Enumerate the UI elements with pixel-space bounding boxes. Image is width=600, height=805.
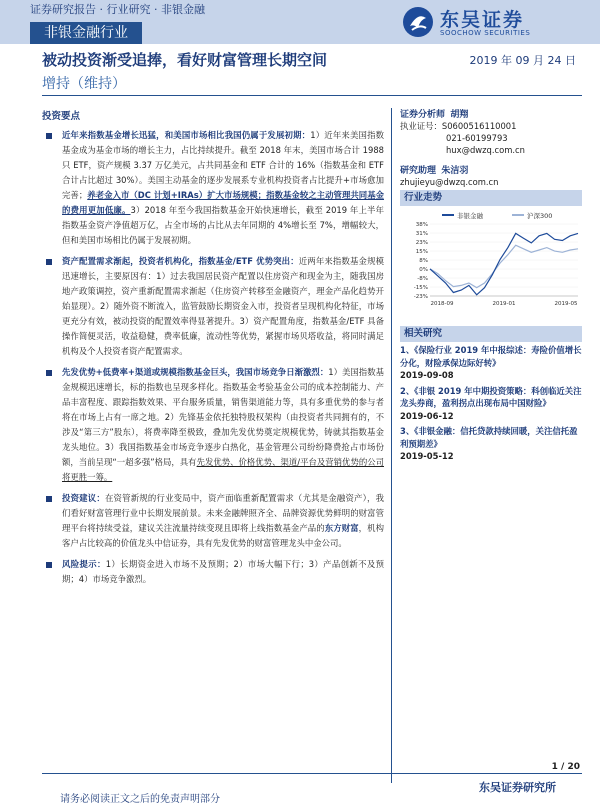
y-tick-label: -15% xyxy=(413,285,428,291)
assistant-row xyxy=(400,164,582,176)
key-point xyxy=(42,128,384,248)
x-tick-label: 2018-09 xyxy=(430,301,454,307)
y-tick-label: 38% xyxy=(415,222,428,228)
industry-tag: 非银金融行业 xyxy=(30,22,142,44)
point-body: 在资管新规的行业变局中，资产面临重新配置需求（尤其是金融资产），我们看好财富管理行业中长期发展前景。未来金融牌照齐全、品牌资源优势鲜明的财富管理平台将持续受益，建议关注流量持续变现且即将上线指数基金产品的 xyxy=(62,493,384,533)
related-item[interactable] xyxy=(400,385,582,423)
disclaimer-note: 请务必阅读正文之后的免责声明部分 xyxy=(60,794,220,805)
analyst-name: 朱洁羽 xyxy=(441,166,469,176)
key-points xyxy=(42,108,384,593)
license-number: 执业证号：S0600516110001 xyxy=(400,121,517,131)
logo-text-en: SOOCHOW SECURITIES xyxy=(440,29,531,37)
point-highlight: 东方财富 xyxy=(324,523,359,533)
y-tick-label: 15% xyxy=(415,249,428,255)
section-label: 投资要点 xyxy=(42,111,81,122)
header-divider xyxy=(42,95,582,96)
footer-divider xyxy=(42,773,582,774)
legend-label: 非银金融 xyxy=(457,212,483,220)
bullet-icon xyxy=(46,259,52,265)
point-lead: 近年来指数基金增长迅猛，和美国市场相比我国仍属于发展初期： xyxy=(62,130,311,140)
series-line xyxy=(430,245,578,288)
x-tick-label: 2019-05 xyxy=(554,301,578,307)
phone: 021-60199793 xyxy=(446,133,508,143)
analyst-info xyxy=(400,108,582,188)
email-link[interactable]: hux@dwzq.com.cn xyxy=(446,145,525,155)
point-lead: 风险提示： xyxy=(62,559,106,569)
point-highlight: 养老金入市（DC 计划+IRAs）扩大市场规模；指数基金较之主动管理共同基金的费用更加低廉。 xyxy=(62,190,384,215)
y-tick-label: 31% xyxy=(415,231,428,237)
page-number: 1 / 20 xyxy=(551,762,580,772)
related-research xyxy=(400,344,582,466)
point-lead: 投资建议： xyxy=(62,493,105,503)
related-title: 1、《保险行业 2019 年中报综述：寿险价值增长分化，财险承保边际好转》 xyxy=(400,345,582,368)
point-lead: 资产配置需求渐起，投资者机构化，指数基金/ETF 优势突出： xyxy=(62,256,299,266)
point-body: 1）近年来美国指数基金成为基金市场的增长主力，占比持续提升。截至 2018 年末，美国市场合计 1988 只 ETF，资产规模 3.37 万亿美元，占共同基金和 ETF 合计的 16%（指数基金和 ETF 合计占比超过 30%）。美国主动基金的逐步发展系专业机构投资者占比提升+市场愈加完善； xyxy=(62,130,385,200)
analyst-name: 胡翔 xyxy=(450,110,469,120)
point-highlight: 先发优势、价格优势、渠道/平台及营销优势的公司将更胜一筹。 xyxy=(62,457,384,482)
report-title: 被动投资渐受追捧，看好财富管理长期空间 xyxy=(42,51,328,69)
related-item[interactable] xyxy=(400,425,582,463)
point-body: 1）长期资金进入市场不及预期；2）市场大幅下行；3）产品创新不及预期；4）市场竞争激烈。 xyxy=(62,559,385,584)
related-date: 2019-09-08 xyxy=(400,370,454,380)
breadcrumb: 证券研究报告 · 行业研究 · 非银金融 xyxy=(30,3,205,16)
logo-text-cn: 东吴证券 xyxy=(440,9,525,31)
footer-firm: 东吴证券研究所 xyxy=(479,781,556,794)
point-tail: ，机构客户占比较高的价值龙头中信证券，具有先发优势的财富管理龙头中金公司。 xyxy=(62,523,384,548)
key-point xyxy=(42,254,384,359)
point-tail: 3）2018 年至今我国指数基金开始快速增长，截至 2019 年上半年指数基金资产净值超万亿，占全市场的占比从去年同期的 4%增长至 7%，增幅较大，但和美国市场相比仍属于发展初期。 xyxy=(62,205,384,245)
bullet-icon xyxy=(46,496,52,502)
y-tick-label: 23% xyxy=(415,240,428,246)
y-tick-label: -8% xyxy=(417,276,428,282)
analyst-row xyxy=(400,108,582,120)
trend-heading: 行业走势 xyxy=(400,190,582,206)
analyst-role: 研究助理 xyxy=(400,166,437,176)
y-tick-label: 0% xyxy=(419,267,428,273)
point-body: 1）美国指数基金规模迅速增长，标的指数也呈现多样化。指数基金考验基金公司的成本控制能力、产品丰富程度、跟踪指数效果、平台服务质量，销售渠道能力等，具有多重优势的参与者将在市场上占有一席之地。2）先锋基金依托独特股权架构（由投资者共同拥有的，不涉及“第三方”股东），将费率降至极致，叠加先发优势奠定规模优势，铸就其指数基金龙头地位。3）我国指数基金市场竞争逐步白热化，基金管理公司纷纷降费抢占市场份额，当前呈现“一超多强”格局，具有 xyxy=(62,367,384,467)
related-title: 3、《非银金融：信托贷款持续回暖，关注信托盈利预期差》 xyxy=(400,426,578,449)
rating: 增持（维持） xyxy=(42,76,126,92)
key-point xyxy=(42,557,384,587)
x-tick-label: 2019-01 xyxy=(492,301,516,307)
analyst-role: 证券分析师 xyxy=(400,110,446,120)
key-point xyxy=(42,365,384,485)
y-tick-label: -23% xyxy=(413,294,428,300)
related-item[interactable] xyxy=(400,344,582,382)
spacer xyxy=(400,156,582,164)
point-body: 近两年来指数基金规模迅速增长，主要原因有：1）过去我国居民资产配置以住房资产和现金为主，随我国房地产政策调控，资产重新配置需求渐起（住房资产转移至金融资产，理金产品化趋势开始显现）。2）随外资不断流入，监管鼓励长期资金入市，投资者呈现机构化特征，市场更充分有效，被动投资的配置效率得显著提升。3）资产配置角度，指数基金/ETF 具备操作简便灵活，收益稳健，费率低廉，流动性等优势，紧握市场贝塔收益，将同时满足机构及个人投资者资产配置需求。 xyxy=(62,256,384,356)
company-logo xyxy=(402,4,582,40)
trend-chart xyxy=(402,210,582,310)
logo-mark-icon xyxy=(402,6,434,38)
bullet-icon xyxy=(46,562,52,568)
related-title: 2、《非银 2019 年中期投资策略：科创临近关注龙头券商，盈利拐点出现布局中国财险》 xyxy=(400,385,582,408)
trend-chart-svg xyxy=(402,210,582,310)
related-date: 2019-06-12 xyxy=(400,410,454,421)
legend-label: 沪深300 xyxy=(527,212,553,220)
related-heading: 相关研究 xyxy=(400,326,582,342)
related-date: 2019-05-12 xyxy=(400,451,454,461)
bullet-icon xyxy=(46,370,52,376)
key-point xyxy=(42,491,384,551)
y-tick-label: 8% xyxy=(419,258,428,264)
top-banner xyxy=(0,0,600,44)
point-lead: 先发优势+低费率+渠道或规模指数基金巨头，我国市场竞争日渐激烈： xyxy=(62,367,329,377)
email-link[interactable]: zhujieyu@dwzq.com.cn xyxy=(400,177,499,187)
column-divider xyxy=(391,108,392,783)
report-date: 2019 年 09 月 24 日 xyxy=(469,54,576,67)
bullet-icon xyxy=(46,133,52,139)
